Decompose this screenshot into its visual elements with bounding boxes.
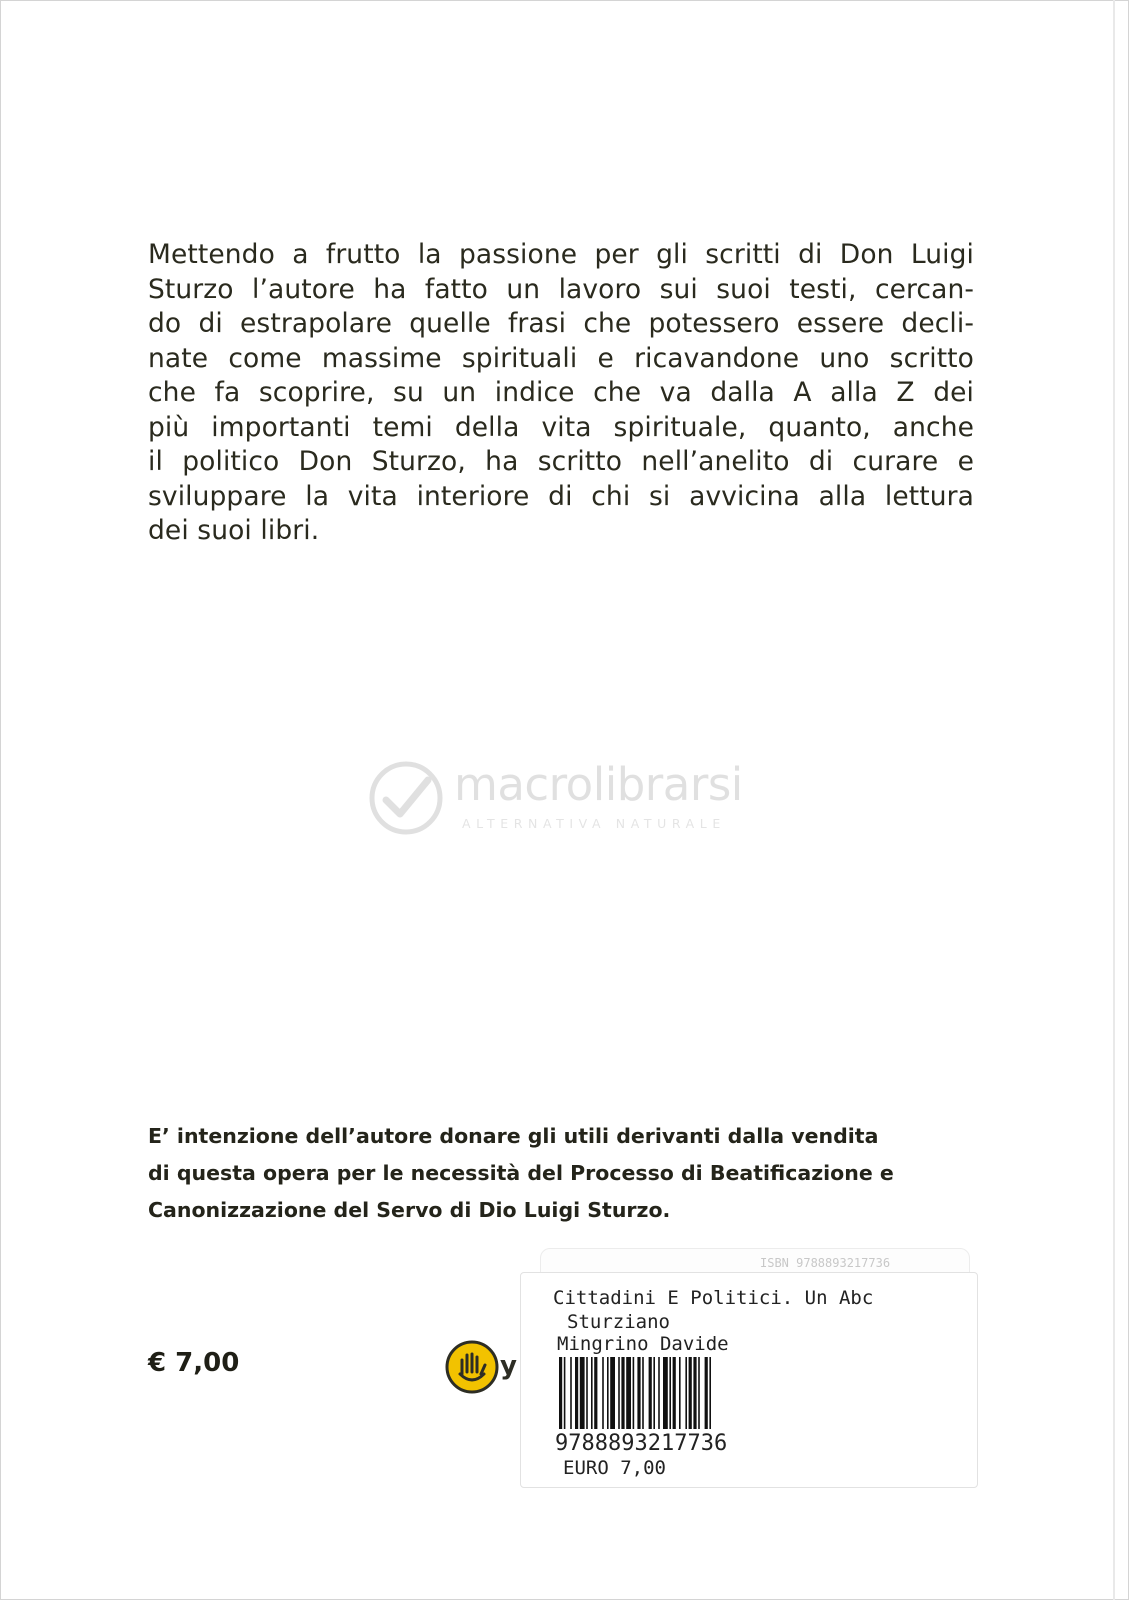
leaf-check-icon [368,760,444,836]
barcode-bar [602,1357,604,1429]
barcode-bar [637,1357,640,1429]
barcode-bar [685,1357,687,1429]
sticker-price: EURO 7,00 [563,1457,666,1479]
watermark [368,758,768,838]
barcode-bar [575,1357,578,1429]
donation-note [148,1118,978,1229]
barcode-bar [669,1357,671,1429]
blurb-line: Mettendo a frutto la passione per gli scritti di Don Luigi [148,239,974,270]
barcode-bar [570,1357,572,1429]
barcode-bar [689,1357,692,1429]
barcode-bar [698,1357,700,1429]
blurb-line: dei suoi libri. [148,515,320,546]
barcode-bar [673,1357,676,1429]
barcode-bar [679,1357,681,1429]
blurb-line: più importanti temi della vita spirituale, quanto, anche [148,411,974,443]
barcode-bar [705,1357,708,1429]
barcode-bar [559,1357,562,1429]
watermark-tagline: ALTERNATIVA NATURALE [462,816,726,831]
barcode-bar [642,1357,644,1429]
barcode-bar [653,1357,655,1429]
barcode-bar [607,1357,609,1429]
price-sticker [520,1272,978,1488]
blurb-line: Sturzo l’autore ha fatto un lavoro sui suoi testi, cercan- [148,273,974,305]
barcode-bar [693,1357,696,1429]
barcode [557,1357,801,1429]
publisher-letter: y [500,1351,517,1381]
blurb-line: nate come massime spirituali e ricavandone uno scritto [148,342,974,374]
barcode-bar [586,1357,588,1429]
barcode-bar [594,1357,597,1429]
barcode-bar [626,1357,631,1429]
watermark-name: macrolibrarsi [454,758,743,811]
barcode-bar [591,1357,593,1429]
blurb-line: sviluppare la vita interiore di chi si avvicina alla lettura [148,480,974,512]
cover-price: € 7,00 [148,1348,240,1378]
blurb-line: do di estrapolare quelle frasi che potessero essere decli- [148,308,974,339]
barcode-bar [564,1357,566,1429]
barcode-bar [618,1357,620,1429]
cover-edge [1113,0,1115,1600]
note-line: E’ intenzione dell’autore donare gli utili derivanti dalla vendita [148,1124,879,1148]
barcode-bar [649,1357,652,1429]
barcode-bar [610,1357,615,1429]
barcode-bar [633,1357,635,1429]
sticker-isbn: 9788893217736 [555,1431,728,1456]
blurb-line: il politico Don Sturzo, ha scritto nell’anelito di curare e [148,446,974,477]
blurb-line: che fa scoprire, su un indice che va dalla A alla Z dei [148,377,974,408]
underlying-isbn: ISBN 9788893217736 [760,1256,891,1270]
blurb-paragraph [148,238,974,549]
sticker-title: Cittadini E Politici. Un Abc [553,1287,874,1309]
barcode-bar [658,1357,660,1429]
sticker-author: Mingrino Davide [557,1333,729,1355]
note-line: di questa opera per le necessità del Processo di Beatificazione e [148,1161,894,1185]
hand-circle-logo-icon [445,1340,499,1394]
barcode-bar [663,1357,668,1429]
sticker-title-continued: Sturziano [567,1311,670,1333]
barcode-bar [709,1357,711,1429]
barcode-bar [580,1357,585,1429]
barcode-bar [621,1357,624,1429]
note-line: Canonizzazione del Servo di Dio Luigi Sturzo. [148,1198,671,1222]
